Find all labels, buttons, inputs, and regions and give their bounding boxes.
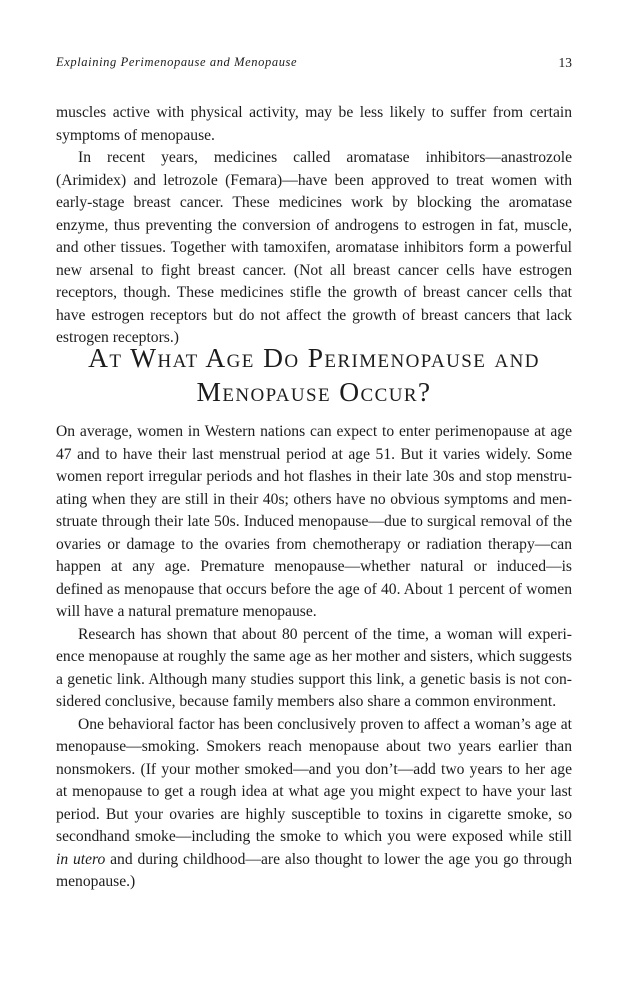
paragraph-text: One behavioral factor has been conclusively proven to affect a woman’s age at menopause—smoking. Smokers reach menopause about two years earlier than nonsmokers. (If your mother smoked—and you don’t—add two years to her age at menopause to get a rough idea at what age you might expect to have your last period. But your ovaries are highly susceptible to toxins in cigarette smoke, so secondhand smoke—including the smoke to which you were exposed while still	[56, 715, 572, 845]
paragraph: On average, women in Western nations can expect to enter perimenopause at age 47 and to have their last menstrual period at age 51. But it varies widely. Some women report irregular periods and hot flashes in their late 30s and stop menstruating when they are still in their 40s; others have no obvious symptoms and menstruate through their late 50s. Induced menopause—due to surgical removal of the ovaries or damage to the ovaries from chemotherapy or radiation therapy—can happen at any age. Premature menopause—whether natural or induced—is defined as menopause that occurs before the age of 40. About 1 percent of women will have a natural premature menopause.	[56, 423, 572, 620]
page-number: 13	[558, 55, 572, 70]
body-text-bottom	[56, 421, 572, 894]
paragraph	[56, 714, 572, 894]
paragraph: muscles active with physical activity, may be less likely to suffer from certain symptoms of menopause.	[56, 104, 572, 144]
paragraph: Research has shown that about 80 percent of the time, a woman will experience menopause at roughly the same age as her mother and sisters, which suggests a genetic link. Although many studies support this link, a genetic basis is not considered conclusive, because family members also share a common environment.	[56, 625, 572, 710]
italic-term: in utero	[56, 850, 106, 868]
running-head-title: Explaining Perimenopause and Menopause	[56, 55, 298, 69]
section-heading: At What Age Do Perimenopause and Menopause Occur?	[88, 342, 540, 407]
running-head	[56, 55, 572, 73]
paragraph: In recent years, medicines called aromatase inhibitors—anastrozole (Arimidex) and letrozole (Femara)—have been approved to treat women with early-stage breast cancer. These medicines work by blocking the aromatase enzyme, thus preventing the conversion of androgens to estrogen in fat, muscle, and other tissues. Together with tamoxifen, aromatase inhibitors form a powerful new arsenal to fight breast cancer. (Not all breast cancer cells have estrogen receptors, though. These medicines stifle the growth of breast cancer cells that have estrogen receptors but do not affect the growth of breast cancers that lack estrogen receptors.)	[56, 149, 572, 346]
paragraph-text: and during childhood—are also thought to lower the age you go through menopause.)	[56, 850, 572, 890]
body-text-top	[56, 102, 572, 350]
